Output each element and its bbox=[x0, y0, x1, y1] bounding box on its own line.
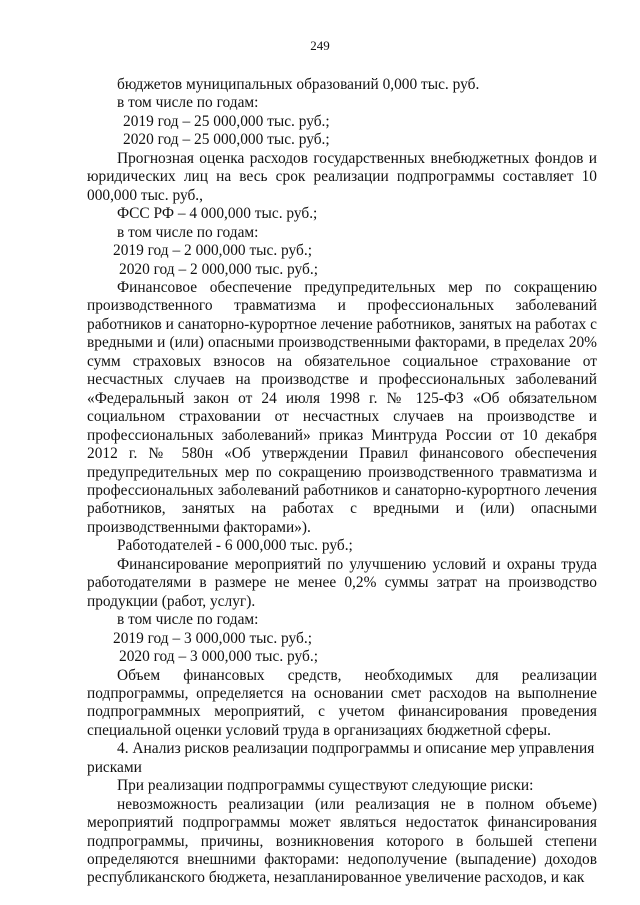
paragraph: бюджетов муниципальных образований 0,000 тыс. руб. bbox=[117, 76, 480, 93]
section-heading: 4. Анализ рисков реализации подпрограммы и описание мер управления рисками bbox=[87, 740, 595, 776]
page-body bbox=[87, 76, 597, 888]
paragraph: 2020 год – 25 000,000 тыс. руб.; bbox=[123, 131, 330, 149]
paragraph: в том числе по годам: bbox=[117, 611, 259, 629]
paragraph: Финансирование мероприятий по улучшению условий и охраны труда работодателями в размере не менее 0,2% суммы затрат на производство продукции (работ, услуг). bbox=[87, 555, 597, 610]
paragraph: в том числе по годам: bbox=[117, 94, 259, 112]
paragraph: ФСС РФ – 4 000,000 тыс. руб.; bbox=[117, 205, 318, 223]
paragraph: Работодателей - 6 000,000 тыс. руб.; bbox=[117, 537, 353, 555]
page-number: 249 bbox=[310, 38, 330, 53]
paragraph: 2019 год – 3 000,000 тыс. руб.; bbox=[113, 629, 312, 647]
paragraph: 2020 год – 3 000,000 тыс. руб.; bbox=[119, 648, 318, 666]
paragraph: При реализации подпрограммы существуют следующие риски: bbox=[117, 777, 534, 795]
paragraph: 2019 год – 2 000,000 тыс. руб.; bbox=[113, 242, 312, 260]
paragraph: 2020 год – 2 000,000 тыс. руб.; bbox=[119, 260, 318, 278]
paragraph: Финансовое обеспечение предупредительных мер по сокращению производственного травматизма и профессиональных заболеваний работников и санаторно-курортное лечение работников, занятых на работах с вредными и (или) опасными производственными факторами, в пределах 20% сумм страховых взносов на обязательное социальное страхование от несчастных случаев на производстве и профессиональных заболеваний «Федеральный закон от 24 июля 1998 г. № 125-ФЗ «Об обязательном социальном страховании от несчастных случаев на производстве и профессиональных заболеваний» приказ Минтруда России от 10 декабря 2012 г. № 580н «Об утверждении Правил финансового обеспечения предупредительных мер по сокращению производственного травматизма и профессиональных заболеваний работников и санаторно-курортного лечения работников, занятых на работах с вредными и (или) опасными производственными факторами»). bbox=[87, 278, 597, 536]
paragraph: в том числе по годам: bbox=[117, 223, 259, 241]
paragraph: невозможность реализации (или реализация не в полном объеме) мероприятий подпрограммы может являться недостаток финансирования подпрограммы, причины, возникновения которого в большей степени определяются внешними факторами: недополучение (выпадение) доходов республиканского бюджета, незапланированное увеличение расходов, и как bbox=[87, 795, 597, 887]
paragraph: Объем финансовых средств, необходимых для реализации подпрограммы, определяется на основании смет расходов на выполнение подпрограммных мероприятий, с учетом финансирования проведения специальной оценки условий труда в организациях бюджетной сферы. bbox=[87, 666, 597, 739]
paragraph: Прогнозная оценка расходов государственных внебюджетных фондов и юридических лиц на весь срок реализации подпрограммы составляет 10 000,000 тыс. руб., bbox=[87, 149, 597, 204]
paragraph: 2019 год – 25 000,000 тыс. руб.; bbox=[123, 112, 330, 130]
